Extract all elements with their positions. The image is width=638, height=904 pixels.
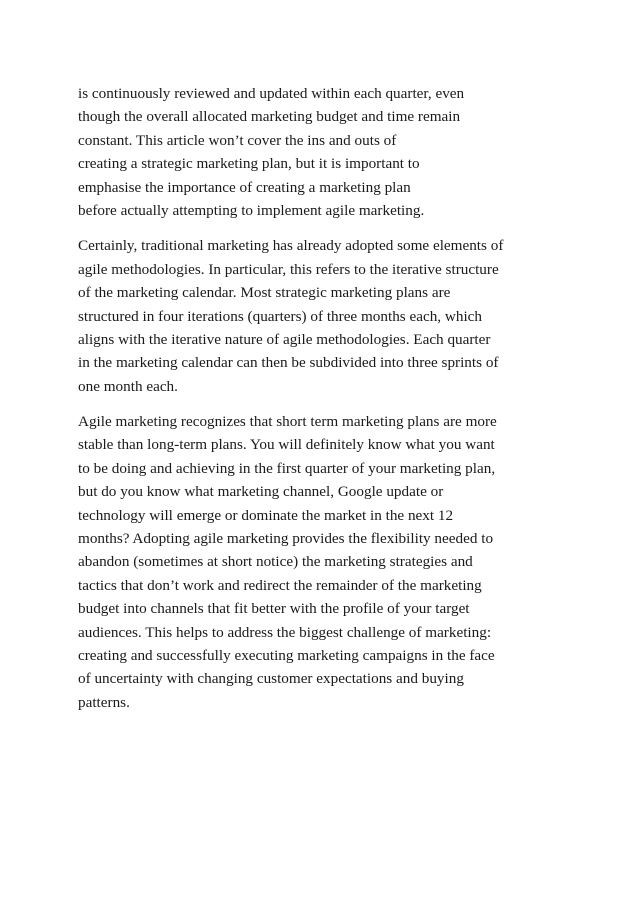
text-line: to be doing and achieving in the first quarter of your marketing plan,: [78, 459, 496, 477]
text-line: tactics that don’t work and redirect the remainder of the marketing: [78, 576, 482, 594]
text-line: in the marketing calendar can then be subdivided into three sprints of: [78, 354, 499, 372]
text-line: Certainly, traditional marketing has already adopted some elements of: [78, 237, 504, 255]
text-line: emphasise the importance of creating a marketing plan: [78, 178, 411, 196]
text-line: audiences. This helps to address the biggest challenge of marketing:: [78, 623, 492, 641]
text-line: patterns.: [78, 693, 130, 711]
text-line: before actually attempting to implement agile marketing.: [78, 201, 425, 219]
paragraph-3: [78, 410, 568, 714]
text-line: one month each.: [78, 377, 178, 395]
text-line: agile methodologies. In particular, this refers to the iterative structure: [78, 260, 499, 278]
text-line: structured in four iterations (quarters) of three months each, which: [78, 307, 483, 325]
text-line: aligns with the iterative nature of agile methodologies. Each quarter: [78, 330, 491, 348]
text-line: though the overall allocated marketing budget and time remain: [78, 108, 461, 126]
text-line: but do you know what marketing channel, Google update or: [78, 483, 444, 501]
text-line: Agile marketing recognizes that short term marketing plans are more: [78, 413, 497, 431]
paragraph-1: [78, 82, 568, 222]
text-line: budget into channels that fit better with the profile of your target: [78, 600, 470, 618]
text-line: of the marketing calendar. Most strategic marketing plans are: [78, 284, 451, 302]
text-line: creating a strategic marketing plan, but it is important to: [78, 155, 420, 173]
document-page: [78, 82, 568, 726]
paragraph-2: [78, 234, 568, 398]
text-line: stable than long-term plans. You will definitely know what you want: [78, 436, 495, 454]
text-line: months? Adopting agile marketing provides the flexibility needed to: [78, 530, 494, 548]
text-line: is continuously reviewed and updated within each quarter, even: [78, 85, 465, 102]
text-line: creating and successfully executing marketing campaigns in the face: [78, 646, 495, 664]
text-line: of uncertainty with changing customer expectations and buying: [78, 670, 464, 688]
text-line: constant. This article won’t cover the ins and outs of: [78, 131, 397, 149]
text-line: abandon (sometimes at short notice) the marketing strategies and: [78, 553, 473, 571]
text-line: technology will emerge or dominate the market in the next 12: [78, 506, 454, 524]
